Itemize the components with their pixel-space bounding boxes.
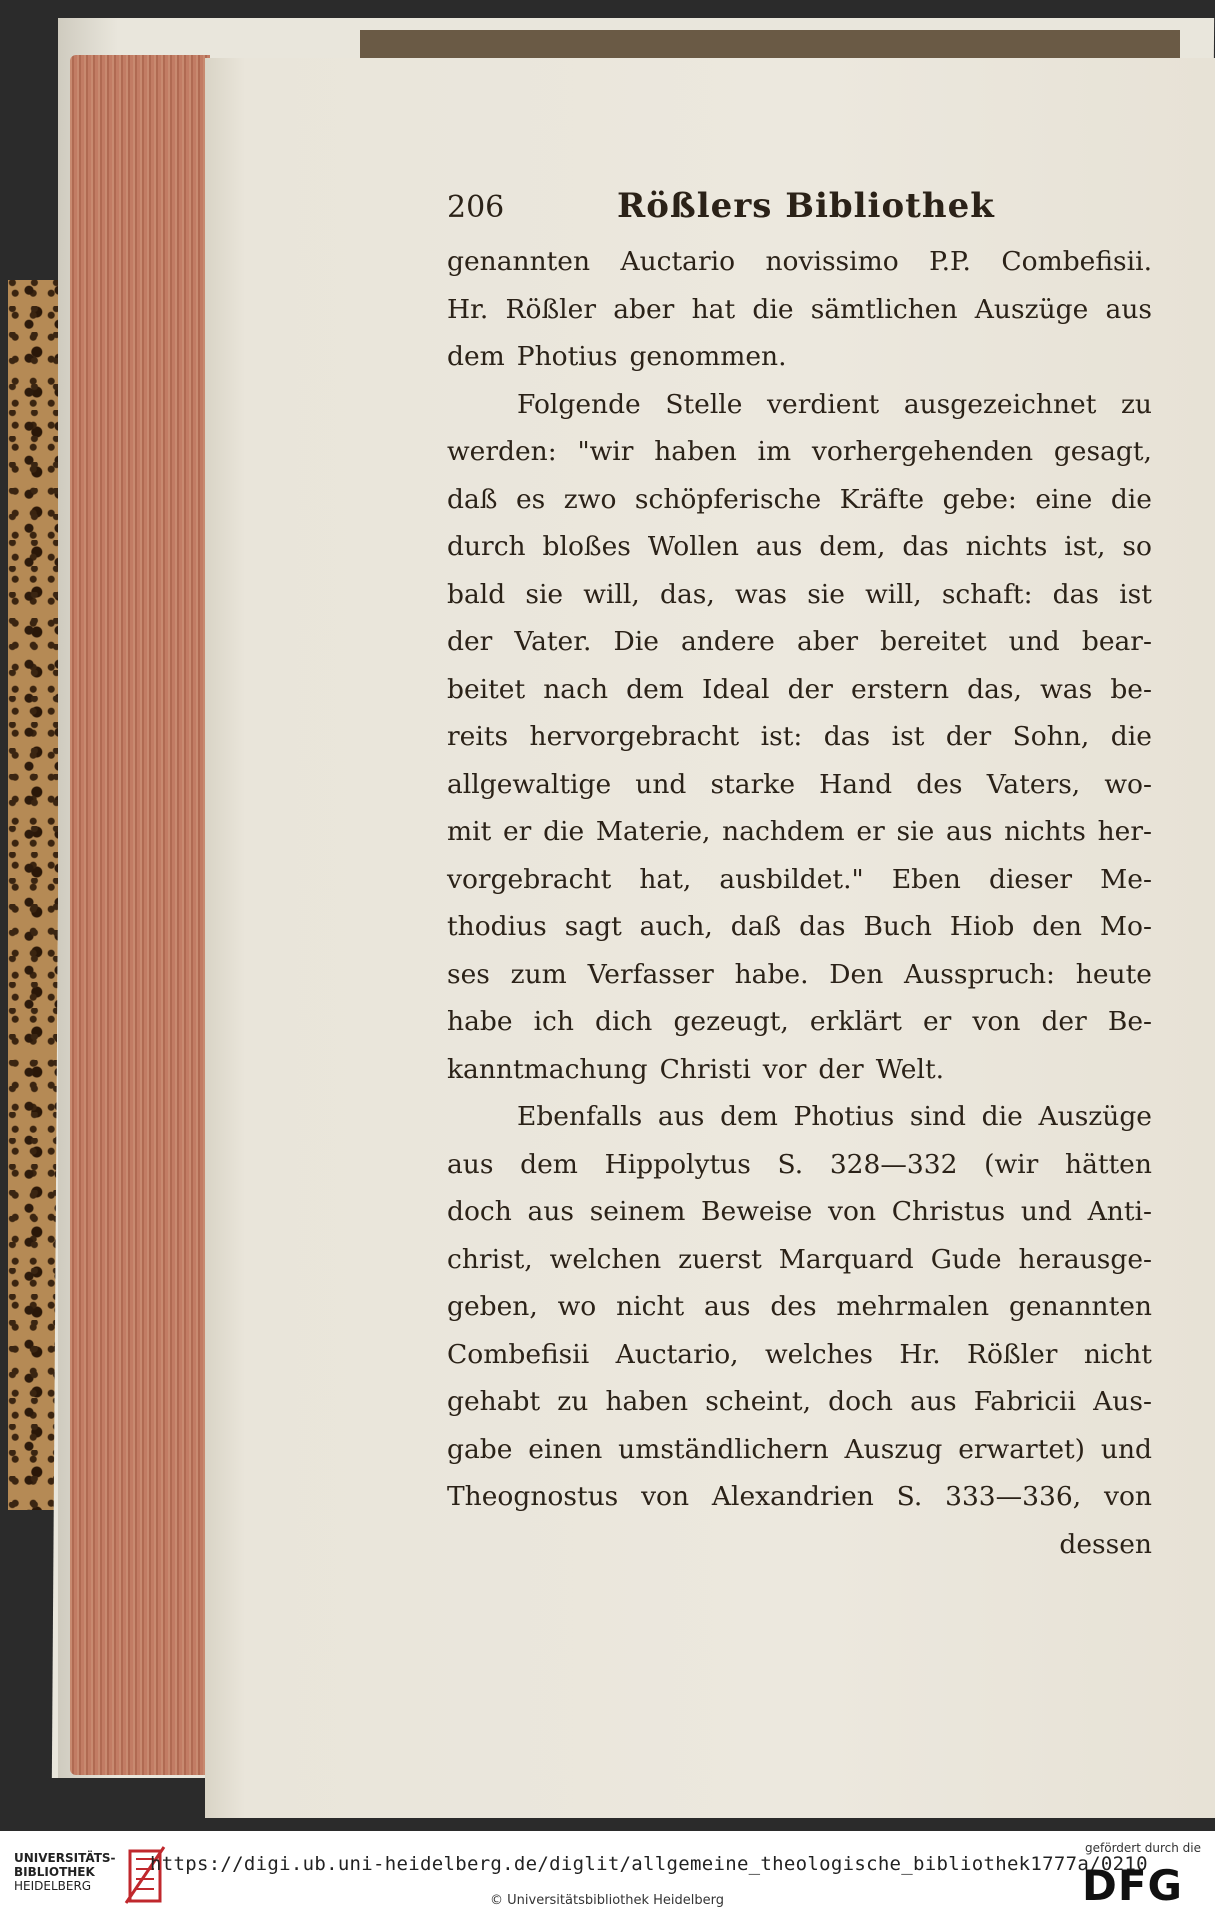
text-line [447, 1521, 1152, 1569]
word: vorhergehenden [811, 436, 1034, 467]
word: Rößler [967, 1338, 1058, 1370]
word: Beweise [701, 1196, 813, 1227]
word: dich [595, 1006, 653, 1037]
word: beitet [447, 673, 526, 705]
word: die [752, 293, 794, 325]
word: kanntmachung [447, 1053, 648, 1085]
word: das, [659, 578, 715, 610]
word: starke [710, 768, 796, 800]
text-line [447, 713, 1152, 761]
dfg-logo: DFG [1082, 1861, 1184, 1910]
word: und [1020, 1196, 1072, 1227]
word: aber [796, 626, 859, 657]
word: vorgebracht [447, 863, 612, 895]
word: Mo- [1099, 911, 1152, 942]
word: aus [447, 1148, 494, 1180]
running-title: Rößlers Bibliothek [617, 186, 995, 226]
text-line [447, 951, 1152, 999]
word: Photius [793, 1101, 895, 1132]
word: nichts [1004, 816, 1086, 847]
viewer-footer [0, 1831, 1215, 1921]
word: welches [764, 1338, 874, 1370]
text-line [447, 1093, 1152, 1141]
word: dem [447, 341, 505, 372]
library-name [14, 1851, 116, 1893]
word: und [1008, 626, 1060, 657]
word: gesagt, [1053, 436, 1152, 467]
word: aus [945, 816, 993, 847]
word: was [1040, 673, 1093, 705]
word: geben, [447, 1291, 538, 1322]
word: werden: [447, 436, 557, 467]
word: seinem [589, 1196, 686, 1227]
word: thodius [447, 911, 547, 942]
word: eine [1035, 483, 1093, 515]
word: Eben [891, 863, 961, 895]
word: aus [1105, 293, 1152, 325]
text-line [447, 1331, 1152, 1379]
word: aus [755, 531, 803, 562]
word: mit [447, 816, 492, 847]
page-number: 206 [447, 190, 505, 225]
word: Photius [516, 341, 618, 372]
word: Combefisii. [1001, 246, 1152, 277]
word: haben [605, 1386, 689, 1417]
word: was [734, 578, 788, 610]
word: ist [1119, 578, 1152, 610]
word: aus [657, 1101, 705, 1132]
word: Hiob [949, 911, 1015, 942]
text-line [447, 1141, 1152, 1189]
text-line [447, 666, 1152, 714]
word: der [945, 721, 992, 752]
word: welchen [549, 1243, 662, 1275]
word: herausge- [1018, 1243, 1152, 1275]
word: 333—336, [945, 1481, 1082, 1512]
word: den [1032, 911, 1082, 942]
word: gabe [447, 1433, 513, 1465]
word: Buch [863, 911, 932, 942]
word: von [828, 1196, 877, 1227]
word: S. [896, 1481, 923, 1512]
word: Kräfte [839, 483, 925, 515]
word: reits [447, 721, 509, 752]
word: novissimo [765, 246, 899, 277]
word: zu [557, 1386, 589, 1417]
word: nachdem [722, 816, 845, 847]
word: und [635, 768, 687, 800]
word: Welt. [875, 1053, 945, 1085]
word: Den [829, 958, 884, 990]
word: will, [865, 578, 922, 610]
word: und [1100, 1433, 1152, 1465]
word: gebe: [942, 483, 1017, 515]
word: die [1110, 483, 1152, 515]
word: Auszüge [1038, 1101, 1152, 1132]
word: doch [828, 1386, 893, 1417]
word: nichts [965, 531, 1048, 562]
word: daß [447, 483, 498, 515]
word: vor [762, 1053, 807, 1085]
text-line [447, 523, 1152, 571]
word: allgewaltige [447, 768, 612, 800]
word: zu [1120, 388, 1152, 420]
word: bear- [1081, 626, 1152, 657]
word: von [972, 1006, 1021, 1037]
word: her- [1097, 816, 1152, 847]
word: verdient [767, 388, 880, 420]
word: Christi [659, 1053, 751, 1085]
word: Hand [819, 768, 893, 800]
text-line [447, 1046, 1152, 1094]
word: Materie, [595, 816, 711, 847]
word: Auctario [620, 246, 736, 277]
word: Vater. [514, 626, 592, 657]
library-line: BIBLIOTHEK [14, 1865, 95, 1879]
text-line [447, 1236, 1152, 1284]
word: hat, [639, 863, 692, 895]
word: (wir [984, 1148, 1039, 1180]
word: nach [543, 673, 609, 705]
text-line [447, 333, 1152, 381]
text-line [447, 1283, 1152, 1331]
word: Ausspruch: [904, 958, 1055, 990]
word: erstern [851, 673, 950, 705]
word: christ, [447, 1243, 533, 1275]
copyright-notice: © Universitätsbibliothek Heidelberg [490, 1893, 725, 1908]
word: Marquard [778, 1243, 914, 1275]
word: zwo [563, 483, 617, 515]
word: nicht [616, 1291, 685, 1322]
word: wo- [1104, 768, 1152, 800]
word: ausgezeichnet [903, 388, 1097, 420]
word: ses [447, 958, 490, 990]
text-line [447, 856, 1152, 904]
word: "wir [577, 436, 634, 467]
word: hätten [1065, 1148, 1152, 1180]
word: das, [967, 673, 1022, 705]
word: dem [520, 1148, 578, 1180]
word: umständlichern [618, 1433, 829, 1465]
word: die [981, 1101, 1023, 1132]
word: dem [720, 1101, 778, 1132]
word: das [1052, 578, 1100, 610]
word: aus [910, 1386, 957, 1417]
word: bereitet [880, 626, 987, 657]
word: Sohn, [1012, 721, 1090, 752]
word: sämtlichen [810, 293, 958, 325]
word: daß [730, 911, 782, 942]
word: das [799, 911, 846, 942]
word: bloßes [542, 531, 631, 562]
word: Hr. [899, 1338, 941, 1370]
word: Verfasser [587, 958, 714, 990]
word: dem, [819, 531, 886, 562]
word: P.P. [929, 246, 971, 277]
word: so [1122, 531, 1152, 562]
word: dieser [988, 863, 1073, 895]
word: schaft: [941, 578, 1033, 610]
word: aus [527, 1196, 574, 1227]
word: Rößler [505, 293, 596, 325]
library-line: HEIDELBERG [14, 1879, 92, 1893]
document-url[interactable]: https://digi.ub.uni-heidelberg.de/diglit/allgemeine_theologische_bibliothek1777a/0210 [150, 1853, 1148, 1875]
text-line [447, 428, 1152, 476]
word: im [757, 436, 792, 467]
word: Die [613, 626, 659, 657]
word: der [818, 1053, 864, 1085]
page-text [447, 186, 1152, 1568]
word: Auszüge [974, 293, 1089, 325]
word: er [922, 1006, 952, 1037]
word: sie [525, 578, 564, 610]
word: heute [1075, 958, 1152, 990]
text-line [447, 1188, 1152, 1236]
text-line [447, 381, 1152, 429]
word: schöpferische [634, 483, 822, 515]
word: die [1110, 721, 1152, 752]
word: Stelle [665, 388, 743, 420]
word: hervorgebracht [529, 721, 740, 752]
text-line [447, 1473, 1152, 1521]
word: bald [447, 578, 506, 610]
word: Anti- [1087, 1196, 1152, 1227]
word: haben [654, 436, 737, 467]
word: will, [583, 578, 640, 610]
word: genannten [447, 246, 591, 277]
word: Alexandrien [711, 1481, 874, 1512]
word: doch [447, 1196, 512, 1227]
word: dem [626, 673, 684, 705]
library-line: UNIVERSITÄTS- [14, 1851, 116, 1865]
word: aus [704, 1291, 751, 1322]
text-line [447, 808, 1152, 856]
word: er [502, 816, 532, 847]
text-line [447, 618, 1152, 666]
word: Hippolytus [604, 1148, 751, 1180]
page-header [447, 186, 1152, 232]
word: Wollen [647, 531, 739, 562]
word: Folgende [517, 388, 641, 420]
word: Gude [930, 1243, 1002, 1275]
word: genommen. [629, 341, 787, 372]
text-line [447, 1378, 1152, 1426]
word: zum [510, 958, 567, 990]
word: nicht [1083, 1338, 1152, 1370]
word: Theognostus [447, 1481, 619, 1512]
word: wo [557, 1291, 597, 1322]
word: des [916, 768, 963, 800]
word: genannten [1008, 1291, 1152, 1322]
word: ist [891, 721, 925, 752]
word: ausbildet." [719, 863, 864, 895]
word: be- [1110, 673, 1152, 705]
word: andere [680, 626, 775, 657]
word: Me- [1100, 863, 1152, 895]
text-line [447, 476, 1152, 524]
word: ist: [760, 721, 803, 752]
word: aber [613, 293, 675, 325]
text-line [447, 286, 1152, 334]
word: S. [777, 1148, 804, 1180]
word: einen [528, 1433, 603, 1465]
word: Combefisii [447, 1338, 590, 1370]
word: der [447, 626, 493, 657]
word: Vaters, [986, 768, 1081, 800]
word: sie [896, 816, 935, 847]
word: auch, [639, 911, 713, 942]
word: sie [807, 578, 845, 610]
word: Auctario, [615, 1338, 739, 1370]
word: hat [691, 293, 736, 325]
word: des [770, 1291, 817, 1322]
dfg-caption: gefördert durch die [1085, 1841, 1201, 1855]
word: erwartet) [958, 1433, 1086, 1465]
word: sind [909, 1101, 966, 1132]
text-line [447, 761, 1152, 809]
word: Fabricii [973, 1386, 1077, 1417]
word: das [902, 531, 949, 562]
text-line [447, 571, 1152, 619]
word: der [1041, 1006, 1087, 1037]
text-line [447, 903, 1152, 951]
word: Ebenfalls [517, 1101, 643, 1132]
word: ist, [1064, 531, 1106, 562]
word: ich [533, 1006, 574, 1037]
word: durch [447, 531, 526, 562]
word: der [787, 673, 833, 705]
word: scheint, [705, 1386, 811, 1417]
word: von [641, 1481, 690, 1512]
text-line [447, 998, 1152, 1046]
text-line [447, 1426, 1152, 1474]
word: Hr. [447, 293, 489, 325]
word: 328—332 [829, 1148, 958, 1180]
text-lines [447, 238, 1152, 1568]
word: das [823, 721, 871, 752]
word: gehabt [447, 1386, 541, 1417]
word: er [856, 816, 885, 847]
text-line [447, 238, 1152, 286]
word: Christus [891, 1196, 1006, 1227]
word: Aus- [1093, 1386, 1152, 1417]
word: habe [447, 1006, 513, 1037]
word: habe. [734, 958, 809, 990]
word: die [543, 816, 585, 847]
page-edges [70, 55, 210, 1775]
word: Auszug [844, 1433, 943, 1465]
word: dessen [1059, 1528, 1152, 1560]
word: Be- [1107, 1006, 1152, 1037]
word: sagt [564, 911, 622, 942]
word: erklärt [809, 1006, 902, 1037]
word: Ideal [702, 673, 770, 705]
word: gezeugt, [673, 1006, 789, 1037]
word: es [515, 483, 546, 515]
word: mehrmalen [836, 1291, 990, 1322]
word: von [1103, 1481, 1152, 1512]
word: zuerst [678, 1243, 762, 1275]
